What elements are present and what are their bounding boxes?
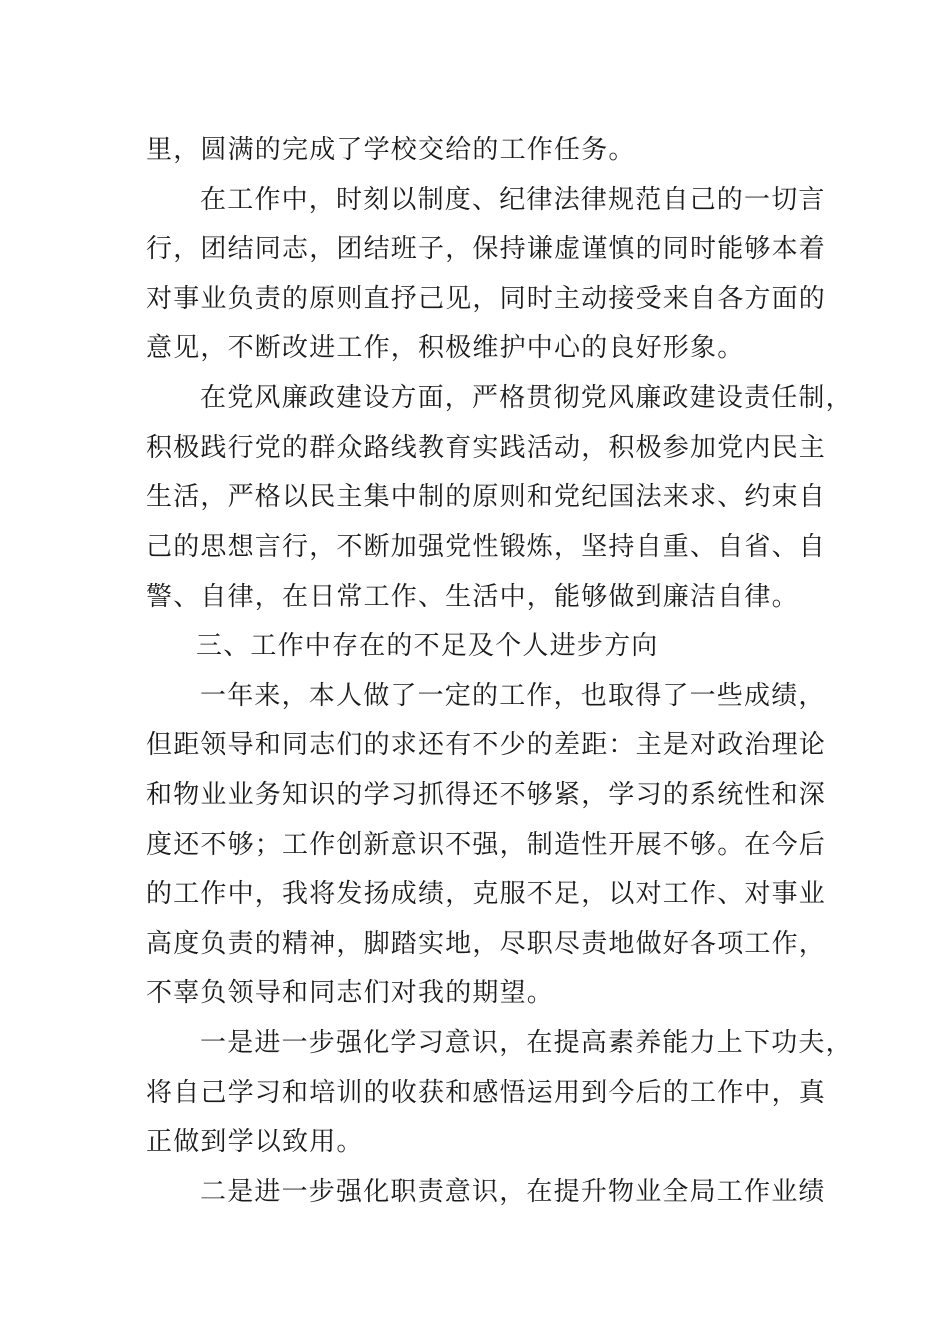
text-line: 意见，不断改进工作，积极维护中心的良好形象。 — [146, 333, 745, 363]
text-line: 对事业负责的原则直抒己见，同时主动接受来自各方面的 — [146, 284, 827, 314]
text-line: 将自己学习和培训的收获和感悟运用到今后的工作中，真 — [146, 1078, 827, 1108]
text-line: 己的思想言行，不断加强党性锻炼，坚持自重、自省、自 — [146, 532, 827, 562]
text-line: 警、自律，在日常工作、生活中，能够做到廉洁自律。 — [146, 582, 799, 612]
text-line: 度还不够；工作创新意识不强，制造性开展不够。在今后 — [146, 830, 827, 860]
text-line: 里，圆满的完成了学校交给的工作任务。 — [146, 135, 636, 165]
text-line: 不辜负领导和同志们对我的期望。 — [146, 978, 555, 1008]
text-line: 但距领导和同志们的求还有不少的差距：主是对政治理论 — [146, 730, 827, 760]
paragraph-start: 二是进一步强化职责意识，在提升物业全局工作业绩 — [200, 1177, 826, 1207]
paragraph-start: 在工作中，时刻以制度、纪律法律规范自己的一切言 — [200, 185, 826, 215]
text-line: 的工作中，我将发扬成绩，克服不足，以对工作、对事业 — [146, 879, 827, 909]
text-line: 积极践行党的群众路线教育实践活动，积极参加党内民主 — [146, 433, 827, 463]
paragraph-start: 一是进一步强化学习意识，在提高素养能力上下功夫， — [200, 1028, 853, 1058]
text-line: 和物业业务知识的学习抓得还不够紧，学习的系统性和深 — [146, 780, 827, 810]
text-line: 行，团结同志，团结班子，保持谦虚谨慎的同时能够本着 — [146, 234, 827, 264]
text-line: 生活，严格以民主集中制的原则和党纪国法来求、约束自 — [146, 482, 827, 512]
paragraph-start: 一年来，本人做了一定的工作，也取得了一些成绩， — [200, 681, 826, 711]
section-heading: 三、工作中存在的不足及个人进步方向 — [196, 631, 659, 661]
paragraph-start: 在党风廉政建设方面，严格贯彻党风廉政建设责任制， — [200, 383, 853, 413]
text-line: 高度负责的精神，脚踏实地，尽职尽责地做好各项工作， — [146, 929, 827, 959]
text-line: 正做到学以致用。 — [146, 1127, 364, 1157]
